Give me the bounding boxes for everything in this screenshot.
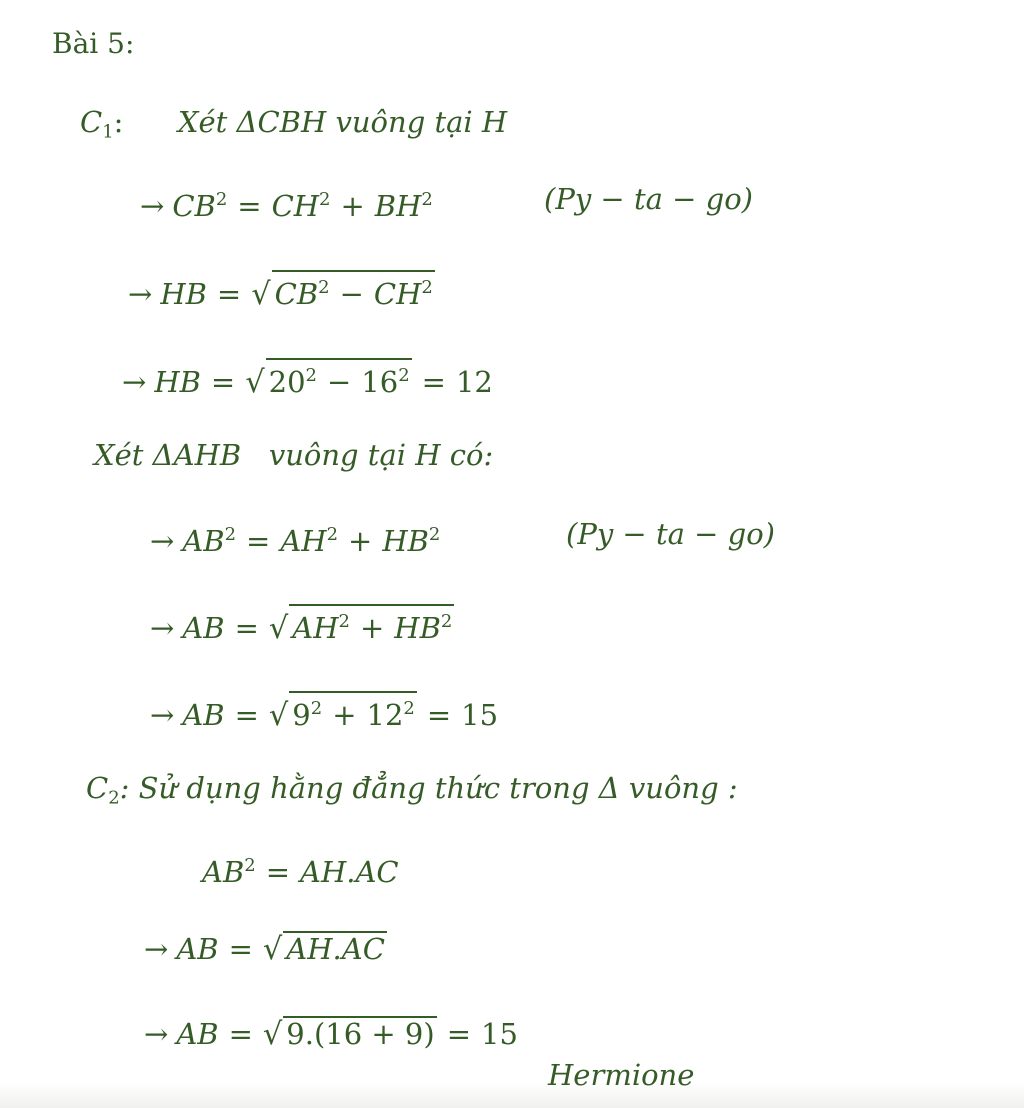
radical-9-12: $9^2 + 12^2$ <box>289 691 417 730</box>
c2-heading <box>86 770 738 816</box>
c2-label: $C_2$ <box>86 771 120 809</box>
c2-equation-3: → AB = √ 9.(16 + 9) = 15 <box>144 1017 518 1052</box>
c2-equation-1: $AB^2 = AH.AC$ <box>202 855 399 890</box>
c1-equation-3: → HB = √ $20^2 - 16^2 = 12$ <box>122 358 493 401</box>
c1-label: $C_1$: <box>80 105 124 143</box>
c2-intro: : Sử dụng hằng đẳng thức trong Δ vuông : <box>119 771 738 805</box>
c1-equation-2: → HB = √ $CB^2 - CH^2$ <box>128 270 435 313</box>
radical-9-16-9: 9.(16 + 9) <box>283 1016 436 1049</box>
c1-equation-6: → AB = √ $9^2 + 12^2 = 15$ <box>150 691 498 734</box>
pythagoras-note-2: (Py − ta − go) <box>566 517 775 551</box>
c1-equation-1: → $CB^2 = CH^2 + BH^2$ <box>140 189 433 224</box>
radical-ah-hb: $AH^2 + HB^2$ <box>289 604 454 643</box>
radical-cb-ch: $CB^2 - CH^2$ <box>272 270 435 309</box>
c1-equation-5: → AB = √ $AH^2 + HB^2$ <box>150 604 454 647</box>
signature: Hermione <box>548 1058 695 1092</box>
c1-equation-4: → $AB^2 = AH^2 + HB^2$ <box>150 524 441 559</box>
page-bottom-shade <box>0 1082 1024 1108</box>
pythagoras-note-1: (Py − ta − go) <box>544 182 753 216</box>
c1-intro: Xét ΔCBH vuông tại H <box>177 105 508 139</box>
radical-ah-ac: AH.AC <box>283 931 387 964</box>
radical-20-16: $20^2 - 16^2$ <box>266 358 412 397</box>
c1-intro-ahb: Xét ΔAHB vuông tại H có: <box>94 438 494 472</box>
exercise-title: Bài 5: <box>52 27 135 60</box>
c2-equation-2: → AB = √ AH.AC <box>144 932 385 967</box>
c1-heading <box>80 104 507 150</box>
